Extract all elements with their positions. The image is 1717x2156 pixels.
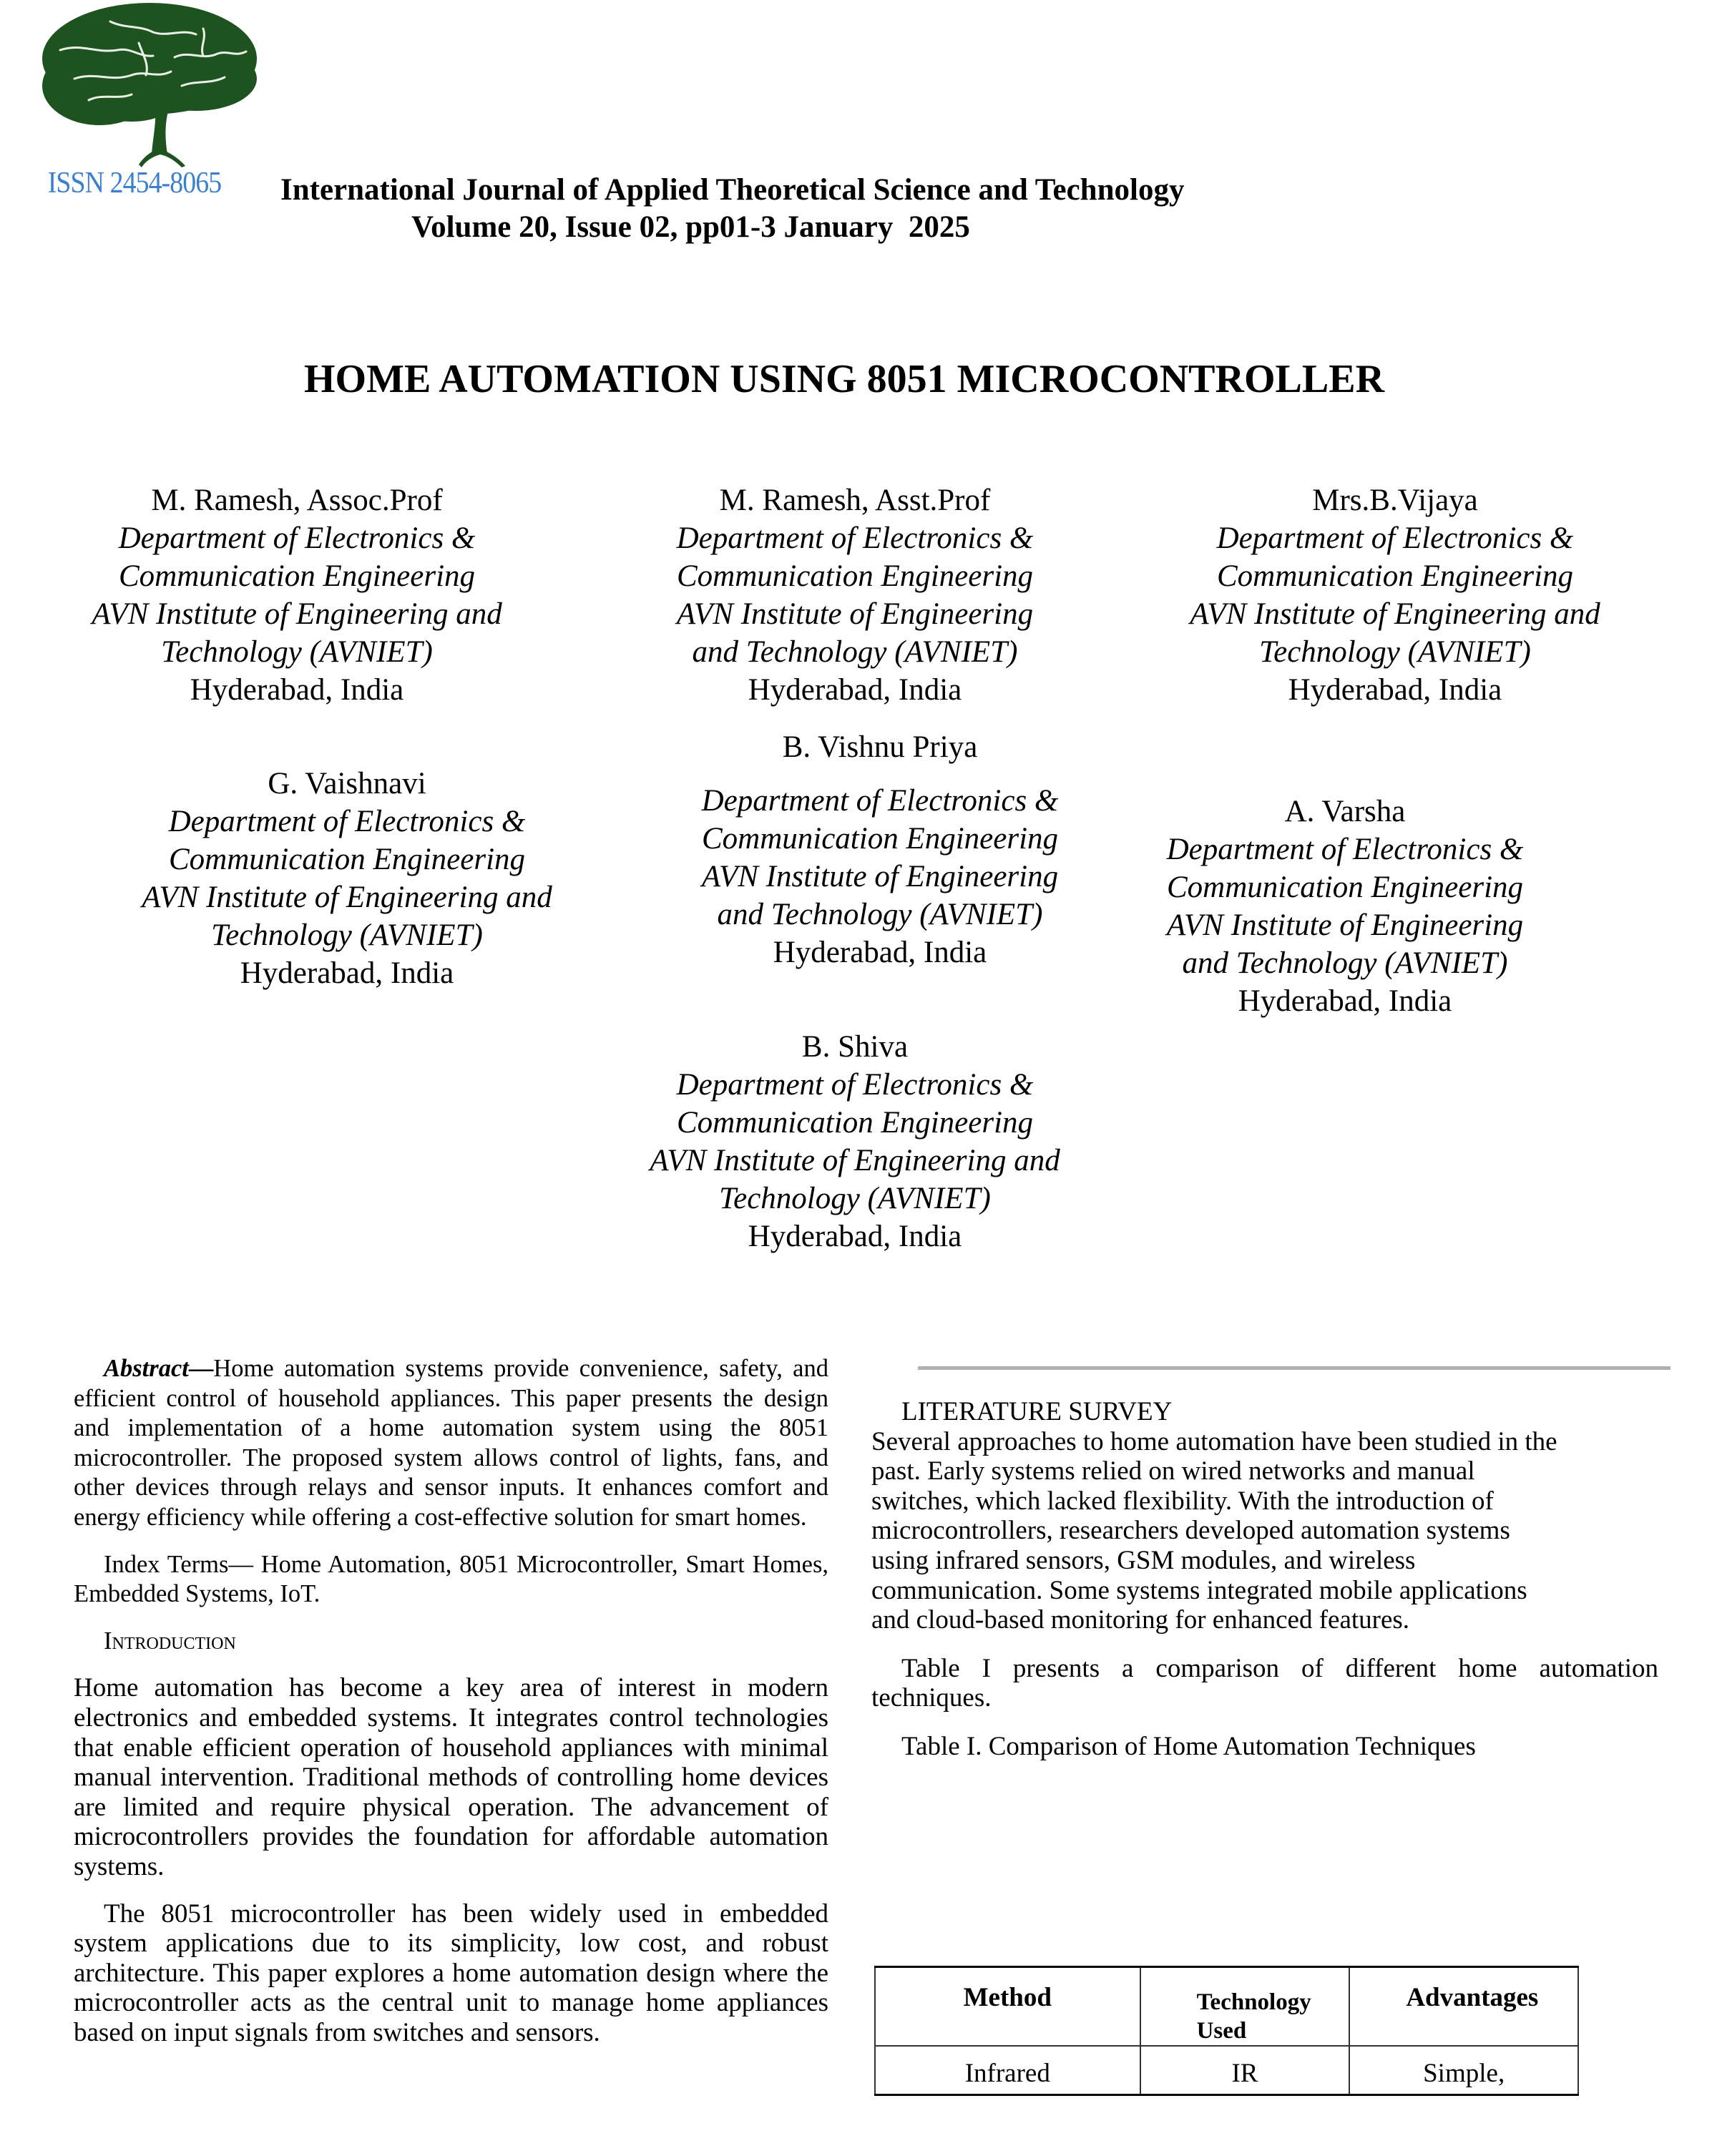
author-city: Hyderabad, India [1288, 673, 1502, 707]
index-terms-label: Index Terms— [104, 1550, 253, 1578]
author-city: Hyderabad, India [748, 1220, 962, 1253]
literature-survey-line: past. Early systems relied on wired networks and manual [871, 1456, 1475, 1486]
index-terms-paragraph [74, 1550, 828, 1609]
paper-title: HOME AUTOMATION USING 8051 MICROCONTROLLER [303, 357, 1385, 401]
author-affiliation-line: Department of Electronics & [676, 1068, 1034, 1102]
author-name: A. Varsha [1284, 795, 1406, 828]
author-affiliation-line: and Technology (AVNIET) [692, 635, 1018, 669]
author-affiliation-line: Communication Engineering [676, 559, 1034, 593]
introduction-heading: Introduction [104, 1627, 236, 1655]
author-block [619, 1028, 1091, 1255]
table-header-row [875, 1967, 1578, 2047]
author-affiliation-line: Communication Engineering [118, 559, 476, 593]
literature-survey-line: communication. Some systems integrated mobile applications [871, 1575, 1527, 1605]
table-cell [875, 2046, 1140, 2095]
author-affiliation-line: AVN Institute of Engineering [676, 597, 1034, 631]
author-affiliation-line: Communication Engineering [701, 822, 1059, 856]
author-affiliation-line: Communication Engineering [1166, 871, 1524, 904]
author-affiliation-line: AVN Institute of Engineering [701, 860, 1059, 893]
abstract-text: Home automation systems provide convenience, safety, and efficient control of household appliances. This paper presents the design and implementation of a home automation system using the 8051 microcontroller. The proposed system allows control of lights, fans, and other devices through relays and sensor inputs. It enhances comfort and energy efficiency while offering a cost-effective solution for smart homes. [74, 1355, 828, 1531]
table-cell [1140, 2046, 1350, 2095]
author-affiliation-line: Technology (AVNIET) [211, 918, 483, 952]
introduction-paragraph: Home automation has become a key area of interest in modern electronics and embedded systems. It integrates control technologies that enable efficient operation of household appliances with minimal manual intervention. Traditional methods of controlling home devices are limited and require physical operation. The advancement of microcontrollers provides the foundation for affordable automation systems. [74, 1673, 828, 1881]
author-affiliation-line: AVN Institute of Engineering [1166, 908, 1524, 942]
author-block [1159, 481, 1631, 709]
literature-survey-line: using infrared sensors, GSM modules, and wireless [871, 1545, 1416, 1575]
table-cell [1349, 2046, 1578, 2095]
literature-survey-body [871, 1427, 1658, 1635]
author-affiliation-line: Department of Electronics & [1166, 833, 1524, 866]
issn-label: ISSN 2454-8065 [47, 167, 222, 200]
author-affiliation-line: Technology (AVNIET) [719, 1182, 991, 1215]
right-column [871, 1397, 1658, 1762]
author-name: M. Ramesh, Asst.Prof [719, 484, 991, 517]
author-affiliation-line: AVN Institute of Engineering and [92, 597, 502, 631]
author-affiliation-line: and Technology (AVNIET) [1182, 946, 1508, 980]
author-city: Hyderabad, India [240, 956, 454, 990]
author-block [1109, 793, 1581, 1020]
author-name: B. Shiva [801, 1030, 909, 1064]
literature-survey-line: switches, which lacked flexibility. With the introduction of [871, 1486, 1494, 1516]
author-affiliation-line: Department of Electronics & [701, 784, 1059, 818]
author-affiliation-line: Communication Engineering [1216, 559, 1574, 593]
table-cell-text: Infrared [964, 2059, 1050, 2088]
author-affiliation-line: Communication Engineering [168, 843, 526, 876]
literature-survey-line: and cloud-based monitoring for enhanced features. [871, 1605, 1410, 1635]
table-header-label: Technology Used [1196, 1989, 1311, 2044]
table-header-technology [1140, 1967, 1350, 2047]
table-row [875, 2046, 1578, 2095]
author-city: Hyderabad, India [190, 673, 404, 707]
author-affiliation-line: Communication Engineering [676, 1106, 1034, 1140]
journal-name: International Journal of Applied Theoretical Science and Technology [280, 173, 1185, 207]
author-affiliation-line: Department of Electronics & [676, 521, 1034, 555]
author-city: Hyderabad, India [773, 936, 987, 969]
author-affiliation-line: Department of Electronics & [118, 521, 476, 555]
table-header-label: Advantages [1406, 1983, 1539, 2012]
author-affiliation-line: Technology (AVNIET) [1259, 635, 1531, 669]
author-block [644, 728, 1116, 971]
author-block [619, 481, 1091, 709]
abstract-paragraph [74, 1354, 828, 1533]
author-city: Hyderabad, India [748, 673, 962, 707]
literature-survey-line: Several approaches to home automation have been studied in the [871, 1426, 1557, 1456]
author-affiliation-line: Department of Electronics & [1216, 521, 1574, 555]
table-caption: Table I. Comparison of Home Automation Techniques [901, 1731, 1476, 1761]
journal-volume: Volume 20, Issue 02, pp01-3 January 2025 [411, 210, 970, 244]
author-affiliation-line: Department of Electronics & [168, 805, 526, 838]
author-affiliation-line: Technology (AVNIET) [161, 635, 433, 669]
table-cell-text: Simple, [1423, 2059, 1505, 2088]
author-name: G. Vaishnavi [268, 767, 426, 800]
comparison-table [874, 1966, 1579, 2096]
column-separator [918, 1366, 1670, 1370]
introduction-paragraph: The 8051 microcontroller has been widely used in embedded system applications due to its simplicity, low cost, and robust architecture. This paper explores a home automation design where the microcontroller acts as the central unit to manage home appliances based on input signals from switches and sensors. [74, 1898, 828, 2047]
table-header-label: Method [963, 1983, 1052, 2012]
author-affiliation-line: AVN Institute of Engineering and [142, 881, 552, 914]
abstract-dash: — [188, 1355, 214, 1382]
table-intro-paragraph: Table I presents a comparison of different home automation techniques. [871, 1653, 1658, 1713]
author-block [111, 765, 583, 992]
table-header-advantages [1349, 1967, 1578, 2047]
author-name: B. Vishnu Priya [782, 730, 978, 764]
table-cell-text: IR [1231, 2059, 1258, 2088]
author-city: Hyderabad, India [1238, 984, 1452, 1018]
author-affiliation-line: and Technology (AVNIET) [717, 898, 1043, 931]
tree-logo-icon [31, 0, 268, 179]
left-column [74, 1354, 828, 2047]
author-name: M. Ramesh, Assoc.Prof [151, 484, 443, 517]
literature-survey-heading: LITERATURE SURVEY [901, 1397, 1173, 1426]
index-terms-text: Home Automation, 8051 Microcontroller, Smart Homes, Embedded Systems, IoT. [74, 1550, 828, 1608]
literature-survey-line: microcontrollers, researchers developed automation systems [871, 1516, 1510, 1546]
table-header-method [875, 1967, 1140, 2047]
author-affiliation-line: AVN Institute of Engineering and [1190, 597, 1600, 631]
author-name: Mrs.B.Vijaya [1312, 484, 1478, 517]
author-block [61, 481, 533, 709]
abstract-label: Abstract [104, 1355, 189, 1382]
author-affiliation-line: AVN Institute of Engineering and [650, 1144, 1060, 1177]
